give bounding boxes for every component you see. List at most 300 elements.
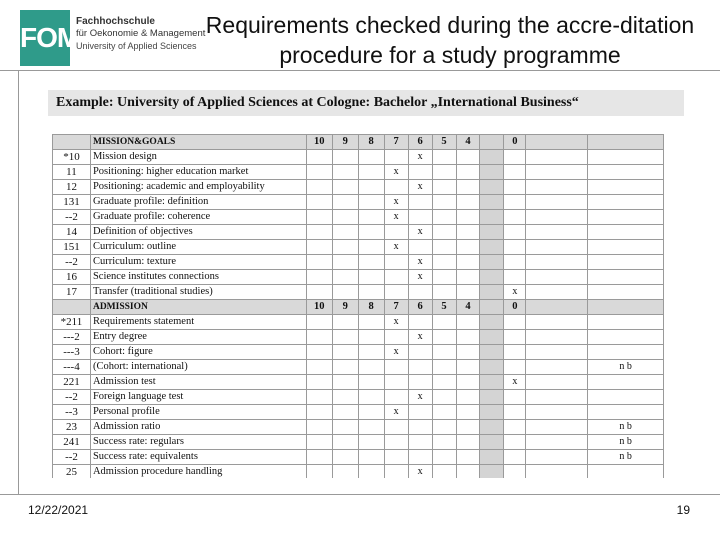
row-label: Entry degree: [90, 330, 306, 345]
rating-cell: [504, 255, 526, 270]
rating-cell: [358, 195, 384, 210]
rating-cell: [456, 435, 480, 450]
rating-cell: [408, 360, 432, 375]
rating-cell: [456, 345, 480, 360]
rating-cell: [408, 315, 432, 330]
rating-cell: [384, 450, 408, 465]
rating-cell: [456, 405, 480, 420]
row-label: Curriculum: texture: [90, 255, 306, 270]
rating-cell: [306, 270, 332, 285]
rating-cell: [456, 420, 480, 435]
table-row: [53, 465, 664, 479]
rating-cell: [526, 450, 588, 465]
row-label: Transfer (traditional studies): [90, 285, 306, 300]
column-header-cell: [526, 300, 588, 315]
rating-cell: [526, 405, 588, 420]
rating-cell: [358, 345, 384, 360]
rating-cell: [306, 225, 332, 240]
rating-cell: [408, 405, 432, 420]
header-divider: [0, 70, 720, 71]
rating-cell: [332, 225, 358, 240]
left-border: [18, 70, 19, 494]
rating-cell: [432, 390, 456, 405]
rating-cell: [384, 420, 408, 435]
row-label: Requirements statement: [90, 315, 306, 330]
rating-cell: [306, 465, 332, 479]
rating-cell: [306, 240, 332, 255]
table-row: [53, 270, 664, 285]
rating-cell: [526, 195, 588, 210]
rating-cell: [432, 465, 456, 479]
rating-cell: [332, 180, 358, 195]
rating-cell: [456, 285, 480, 300]
table-row: [53, 150, 664, 165]
rating-cell: [408, 240, 432, 255]
rating-cell: [504, 360, 526, 375]
rating-cell: [480, 420, 504, 435]
column-header-cell: [526, 135, 588, 150]
rating-cell: x: [408, 255, 432, 270]
rating-cell: [526, 390, 588, 405]
row-id: 16: [53, 270, 91, 285]
rating-cell: [526, 360, 588, 375]
rating-cell: [306, 360, 332, 375]
rating-cell: [480, 375, 504, 390]
rating-cell: [504, 210, 526, 225]
column-header-cell: 8: [358, 135, 384, 150]
rating-cell: [408, 210, 432, 225]
table-row: [53, 435, 664, 450]
row-id: 151: [53, 240, 91, 255]
rating-cell: [358, 150, 384, 165]
rating-cell: [384, 465, 408, 479]
rating-cell: [588, 150, 664, 165]
rating-cell: [432, 240, 456, 255]
row-id: --2: [53, 210, 91, 225]
rating-cell: [306, 195, 332, 210]
rating-cell: x: [504, 285, 526, 300]
rating-cell: x: [408, 330, 432, 345]
logo-line-2: für Oekonomie & Management: [76, 28, 206, 39]
rating-cell: [588, 345, 664, 360]
rating-cell: [432, 195, 456, 210]
rating-cell: [480, 210, 504, 225]
logo-line-3: University of Applied Sciences: [76, 41, 197, 51]
rating-cell: [384, 360, 408, 375]
rating-cell: [480, 165, 504, 180]
row-label: Admission procedure handling: [90, 465, 306, 479]
rating-cell: [358, 420, 384, 435]
rating-cell: [432, 225, 456, 240]
rating-cell: [526, 240, 588, 255]
rating-cell: [432, 420, 456, 435]
table-row: [53, 255, 664, 270]
rating-cell: [306, 255, 332, 270]
rating-cell: [504, 180, 526, 195]
rating-cell: [408, 420, 432, 435]
rating-cell: x: [408, 225, 432, 240]
rating-cell: [504, 435, 526, 450]
rating-cell: [358, 225, 384, 240]
rating-cell: [504, 420, 526, 435]
fom-logo: [20, 8, 206, 66]
rating-cell: [432, 285, 456, 300]
rating-cell: [432, 165, 456, 180]
footer-divider: [0, 494, 720, 495]
rating-cell: [480, 450, 504, 465]
rating-cell: [480, 315, 504, 330]
rating-cell: [384, 435, 408, 450]
row-label: Positioning: higher education market: [90, 165, 306, 180]
section-header-row: [53, 135, 664, 150]
rating-cell: [526, 225, 588, 240]
rating-cell: [432, 150, 456, 165]
rating-cell: [332, 270, 358, 285]
rating-cell: [456, 225, 480, 240]
rating-cell: [588, 165, 664, 180]
rating-cell: [588, 210, 664, 225]
requirements-table-wrap: [52, 134, 664, 478]
rating-cell: [504, 165, 526, 180]
rating-cell: [306, 315, 332, 330]
column-header-cell: [588, 300, 664, 315]
rating-cell: [432, 405, 456, 420]
column-header-cell: 7: [384, 300, 408, 315]
row-id: ---3: [53, 345, 91, 360]
column-header-cell: [480, 300, 504, 315]
row-id: *10: [53, 150, 91, 165]
rating-cell: [504, 390, 526, 405]
section-header-label: MISSION&GOALS: [90, 135, 306, 150]
rating-cell: [408, 435, 432, 450]
rating-cell: [526, 255, 588, 270]
rating-cell: [456, 270, 480, 285]
rating-cell: x: [408, 465, 432, 479]
rating-cell: [358, 390, 384, 405]
rating-cell: [480, 465, 504, 479]
row-label: Positioning: academic and employability: [90, 180, 306, 195]
rating-cell: [504, 345, 526, 360]
rating-cell: [358, 330, 384, 345]
rating-cell: n b: [588, 360, 664, 375]
rating-cell: x: [384, 315, 408, 330]
column-header-cell: 5: [432, 135, 456, 150]
rating-cell: [408, 195, 432, 210]
rating-cell: [526, 375, 588, 390]
rating-cell: [306, 180, 332, 195]
rating-cell: [456, 240, 480, 255]
row-label: Personal profile: [90, 405, 306, 420]
column-header-cell: 0: [504, 135, 526, 150]
rating-cell: [456, 450, 480, 465]
row-id: 23: [53, 420, 91, 435]
rating-cell: [306, 345, 332, 360]
table-row: [53, 285, 664, 300]
rating-cell: [526, 180, 588, 195]
rating-cell: [588, 315, 664, 330]
table-row: [53, 375, 664, 390]
rating-cell: [384, 285, 408, 300]
rating-cell: [306, 390, 332, 405]
rating-cell: [456, 465, 480, 479]
row-id: 241: [53, 435, 91, 450]
rating-cell: [504, 405, 526, 420]
rating-cell: [588, 180, 664, 195]
rating-cell: [432, 345, 456, 360]
rating-cell: [408, 375, 432, 390]
rating-cell: [526, 435, 588, 450]
rating-cell: [588, 405, 664, 420]
rating-cell: x: [408, 270, 432, 285]
row-label: Graduate profile: definition: [90, 195, 306, 210]
rating-cell: [456, 150, 480, 165]
rating-cell: [432, 255, 456, 270]
rating-cell: x: [408, 390, 432, 405]
rating-cell: [332, 390, 358, 405]
rating-cell: x: [504, 375, 526, 390]
rating-cell: [432, 435, 456, 450]
example-caption: Example: University of Applied Sciences at Cologne: Bachelor „International Business“: [48, 90, 684, 116]
rating-cell: [480, 240, 504, 255]
rating-cell: [588, 255, 664, 270]
row-label: Admission ratio: [90, 420, 306, 435]
rating-cell: [306, 405, 332, 420]
rating-cell: [480, 180, 504, 195]
rating-cell: [332, 165, 358, 180]
rating-cell: [332, 255, 358, 270]
rating-cell: x: [384, 195, 408, 210]
rating-cell: [456, 360, 480, 375]
rating-cell: [456, 390, 480, 405]
rating-cell: [332, 375, 358, 390]
row-id: 12: [53, 180, 91, 195]
column-header-cell: 5: [432, 300, 456, 315]
rating-cell: [306, 450, 332, 465]
rating-cell: [588, 195, 664, 210]
rating-cell: [332, 360, 358, 375]
rating-cell: [480, 225, 504, 240]
rating-cell: [504, 465, 526, 479]
rating-cell: [526, 210, 588, 225]
rating-cell: [306, 330, 332, 345]
rating-cell: n b: [588, 420, 664, 435]
rating-cell: [588, 240, 664, 255]
rating-cell: [480, 270, 504, 285]
table-row: [53, 225, 664, 240]
rating-cell: [588, 225, 664, 240]
table-row: [53, 345, 664, 360]
rating-cell: [332, 315, 358, 330]
row-label: Success rate: equivalents: [90, 450, 306, 465]
rating-cell: x: [384, 345, 408, 360]
column-header-cell: 4: [456, 135, 480, 150]
column-header-cell: 6: [408, 135, 432, 150]
rating-cell: [432, 180, 456, 195]
rating-cell: [432, 210, 456, 225]
rating-cell: [480, 195, 504, 210]
rating-cell: [588, 390, 664, 405]
rating-cell: [358, 285, 384, 300]
row-id: 17: [53, 285, 91, 300]
section-header-row: [53, 300, 664, 315]
row-label: Mission design: [90, 150, 306, 165]
rating-cell: x: [384, 240, 408, 255]
table-row: [53, 240, 664, 255]
row-id: *211: [53, 315, 91, 330]
rating-cell: [332, 330, 358, 345]
rating-cell: [480, 390, 504, 405]
logo-badge: FOM: [20, 10, 70, 66]
rating-cell: [480, 345, 504, 360]
rating-cell: [526, 285, 588, 300]
rating-cell: [456, 375, 480, 390]
rating-cell: [432, 270, 456, 285]
rating-cell: [332, 405, 358, 420]
rating-cell: [588, 270, 664, 285]
row-id: ---2: [53, 330, 91, 345]
row-label: Curriculum: outline: [90, 240, 306, 255]
rating-cell: x: [408, 150, 432, 165]
section-header-label: ADMISSION: [90, 300, 306, 315]
rating-cell: [358, 180, 384, 195]
slide-number: 19: [676, 503, 690, 517]
rating-cell: [384, 150, 408, 165]
rating-cell: [332, 465, 358, 479]
rating-cell: [358, 450, 384, 465]
rating-cell: [358, 315, 384, 330]
rating-cell: [358, 165, 384, 180]
column-header-cell: 8: [358, 300, 384, 315]
column-header-cell: 10: [306, 135, 332, 150]
table-row: [53, 420, 664, 435]
rating-cell: [480, 435, 504, 450]
rating-cell: [432, 360, 456, 375]
rating-cell: [384, 390, 408, 405]
column-header-cell: 9: [332, 300, 358, 315]
rating-cell: [358, 210, 384, 225]
row-label: (Cohort: international): [90, 360, 306, 375]
rating-cell: [332, 450, 358, 465]
row-id: 14: [53, 225, 91, 240]
requirements-table: [52, 134, 664, 478]
rating-cell: [384, 270, 408, 285]
rating-cell: [408, 285, 432, 300]
rating-cell: [332, 435, 358, 450]
row-id: ---4: [53, 360, 91, 375]
table-row: [53, 180, 664, 195]
table-row: [53, 210, 664, 225]
column-header-cell: 4: [456, 300, 480, 315]
table-row: [53, 195, 664, 210]
rating-cell: [332, 210, 358, 225]
column-header-cell: 10: [306, 300, 332, 315]
rating-cell: [332, 345, 358, 360]
rating-cell: [588, 465, 664, 479]
rating-cell: n b: [588, 435, 664, 450]
logo-line-1: Fachhochschule: [76, 16, 155, 27]
rating-cell: [358, 405, 384, 420]
rating-cell: [384, 180, 408, 195]
row-id: 25: [53, 465, 91, 479]
rating-cell: [504, 195, 526, 210]
rating-cell: [480, 285, 504, 300]
rating-cell: [358, 255, 384, 270]
row-id: --2: [53, 390, 91, 405]
rating-cell: [456, 315, 480, 330]
rating-cell: [384, 330, 408, 345]
rating-cell: n b: [588, 450, 664, 465]
rating-cell: [504, 315, 526, 330]
row-label: Graduate profile: coherence: [90, 210, 306, 225]
rating-cell: x: [384, 405, 408, 420]
table-row: [53, 165, 664, 180]
rating-cell: [408, 450, 432, 465]
rating-cell: [384, 375, 408, 390]
rating-cell: [332, 150, 358, 165]
column-header-cell: 0: [504, 300, 526, 315]
rating-cell: [456, 255, 480, 270]
rating-cell: [480, 330, 504, 345]
rating-cell: [588, 330, 664, 345]
row-id: 11: [53, 165, 91, 180]
rating-cell: [526, 330, 588, 345]
rating-cell: [332, 195, 358, 210]
rating-cell: [526, 345, 588, 360]
rating-cell: [526, 270, 588, 285]
row-id: --3: [53, 405, 91, 420]
rating-cell: [306, 150, 332, 165]
row-label: Admission test: [90, 375, 306, 390]
column-header-cell: 6: [408, 300, 432, 315]
rating-cell: [332, 420, 358, 435]
slide-title: Requirements checked during the accre-ditation procedure for a study programme: [205, 12, 695, 68]
row-label: Cohort: figure: [90, 345, 306, 360]
rating-cell: [526, 315, 588, 330]
table-row: [53, 360, 664, 375]
table-row: [53, 315, 664, 330]
rating-cell: [408, 165, 432, 180]
rating-cell: [306, 285, 332, 300]
table-row: [53, 450, 664, 465]
rating-cell: [306, 165, 332, 180]
rating-cell: [456, 165, 480, 180]
rating-cell: [526, 150, 588, 165]
rating-cell: [358, 435, 384, 450]
rating-cell: [432, 450, 456, 465]
row-id: 131: [53, 195, 91, 210]
rating-cell: x: [384, 210, 408, 225]
rating-cell: [456, 195, 480, 210]
rating-cell: [432, 375, 456, 390]
rating-cell: [358, 270, 384, 285]
rating-cell: [588, 375, 664, 390]
rating-cell: [358, 465, 384, 479]
row-id: --2: [53, 450, 91, 465]
rating-cell: [384, 255, 408, 270]
slide-date: 12/22/2021: [28, 503, 89, 517]
column-header-cell: [588, 135, 664, 150]
rating-cell: [306, 375, 332, 390]
rating-cell: [358, 240, 384, 255]
rating-cell: [358, 360, 384, 375]
row-id: 221: [53, 375, 91, 390]
rating-cell: [526, 165, 588, 180]
rating-cell: [384, 225, 408, 240]
rating-cell: [306, 210, 332, 225]
table-row: [53, 405, 664, 420]
rating-cell: [332, 240, 358, 255]
rating-cell: [456, 210, 480, 225]
